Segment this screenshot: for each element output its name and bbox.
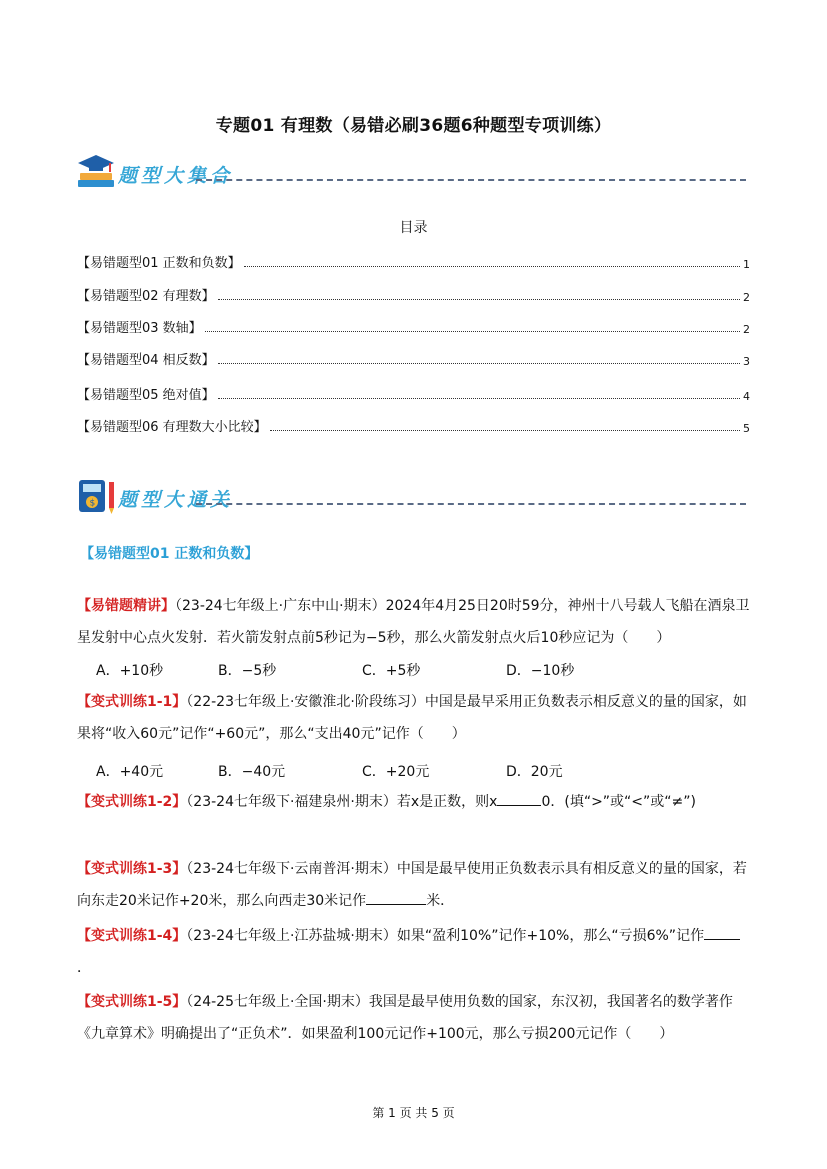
- option-d[interactable]: D．−10秒: [506, 663, 575, 679]
- options-row: [96, 761, 736, 785]
- toc-item-label: 【易错题型03 数轴】: [77, 321, 202, 336]
- question-text: （23-24七年级上·广东中山·期末）2024年4月25日20时59分，神州十八号载人飞船在酒泉卫星发射中心点火发射．若火箭发射点前5秒记为−5秒，那么火箭发射点火后10秒应记为（ ）: [77, 598, 750, 646]
- banner-question-types-text: 题型大集合: [118, 165, 234, 187]
- toc-item[interactable]: [77, 251, 750, 271]
- question-tag: 【变式训练1-4】: [77, 928, 187, 944]
- toc-heading: 目录: [399, 220, 428, 236]
- option-a[interactable]: A．+10秒: [96, 663, 164, 679]
- toc-leader: [244, 266, 740, 267]
- question-tag: 【变式训练1-2】: [77, 794, 187, 810]
- question-text: （23-24七年级下·云南普洱·期末）中国是最早使用正负数表示具有相反意义的量的国家，若向东走20米记作+20米，那么向西走30米记作: [77, 861, 747, 909]
- banner-practice-text: 题型大通关: [118, 489, 234, 511]
- question-text: 0．(填“>”或“<”或“≠”): [541, 794, 696, 810]
- toc-leader: [218, 363, 740, 364]
- toc-leader: [205, 331, 740, 332]
- question-text: ．: [77, 960, 91, 976]
- page-title: 专题01 有理数（易错必刷36题6种题型专项训练）: [215, 116, 612, 136]
- option-b[interactable]: B．−40元: [218, 764, 286, 780]
- toc-item[interactable]: [77, 316, 750, 336]
- toc-item[interactable]: [77, 415, 750, 435]
- toc-item-page: 5: [743, 422, 750, 435]
- page-footer: 第 1 页 共 5 页: [372, 1106, 455, 1120]
- question-tag: 【变式训练1-5】: [77, 994, 187, 1010]
- toc-item[interactable]: [77, 348, 750, 368]
- question-text: （23-24七年级下·福建泉州·期末）若x是正数，则x: [186, 794, 498, 810]
- question-variant: [77, 853, 753, 917]
- option-d[interactable]: D．20元: [506, 764, 563, 780]
- banner-question-types: [76, 152, 746, 192]
- question-tag: 【易错题精讲】: [77, 598, 175, 614]
- options-row: [96, 660, 736, 684]
- option-c[interactable]: C．+5秒: [362, 663, 421, 679]
- toc-item-page: 2: [743, 291, 750, 304]
- question-variant: [77, 686, 753, 750]
- svg-text:$: $: [89, 498, 96, 509]
- toc-leader: [270, 430, 740, 431]
- question-text: 米．: [426, 893, 455, 909]
- toc-item-label: 【易错题型02 有理数】: [77, 289, 215, 304]
- answer-blank[interactable]: [704, 925, 740, 940]
- banner-practice: [76, 476, 746, 516]
- banner-divider: [196, 179, 746, 181]
- answer-blank[interactable]: [366, 890, 426, 905]
- toc-item-label: 【易错题型05 绝对值】: [77, 388, 215, 403]
- section-heading: 【易错题型01 正数和负数】: [80, 546, 259, 562]
- toc-leader: [218, 398, 740, 399]
- toc-item-label: 【易错题型04 相反数】: [77, 353, 215, 368]
- toc-item-page: 3: [743, 355, 750, 368]
- calculator-pencil-icon: [76, 476, 118, 516]
- option-c[interactable]: C．+20元: [362, 764, 430, 780]
- toc-item[interactable]: [77, 284, 750, 304]
- toc-item-page: 1: [743, 258, 750, 271]
- question-main: [77, 590, 753, 654]
- toc-item[interactable]: [77, 383, 750, 403]
- question-tag: 【变式训练1-1】: [77, 694, 187, 710]
- question-variant: [77, 920, 753, 984]
- question-variant: [77, 986, 753, 1050]
- option-a[interactable]: A．+40元: [96, 764, 164, 780]
- graduation-books-icon: [76, 152, 118, 192]
- toc-item-label: 【易错题型01 正数和负数】: [77, 256, 241, 271]
- question-text: （24-25七年级上·全国·期末）我国是最早使用负数的国家，东汉初，我国著名的数学著作《九章算术》明确提出了“正负术”．如果盈利100元记作+100元，那么亏损200元记作（ ）: [77, 994, 733, 1042]
- toc-item-page: 2: [743, 323, 750, 336]
- question-variant: [77, 786, 753, 818]
- option-b[interactable]: B．−5秒: [218, 663, 277, 679]
- toc-item-page: 4: [743, 390, 750, 403]
- answer-blank[interactable]: [497, 791, 541, 806]
- toc-leader: [218, 299, 740, 300]
- question-text: （22-23七年级上·安徽淮北·阶段练习）中国是最早采用正负数表示相反意义的量的国家，如果将“收入60元”记作“+60元”，那么“支出40元”记作（ ）: [77, 694, 747, 742]
- question-text: （23-24七年级上·江苏盐城·期末）如果“盈利10%”记作+10%，那么“亏损6%”记作: [186, 928, 705, 944]
- toc-item-label: 【易错题型06 有理数大小比较】: [77, 420, 267, 435]
- question-tag: 【变式训练1-3】: [77, 861, 187, 877]
- banner-divider: [196, 503, 746, 505]
